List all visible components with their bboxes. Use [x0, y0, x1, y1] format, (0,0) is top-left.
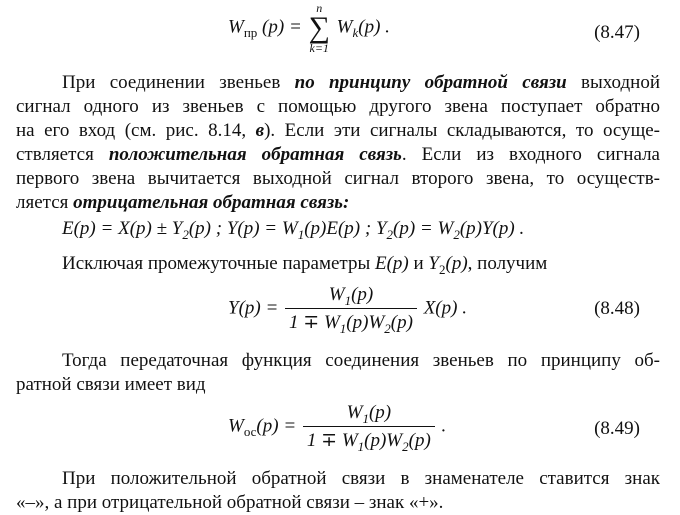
eq-text: (p)Y(p) .: [459, 218, 525, 239]
text: , получим: [467, 253, 548, 274]
eq-text: (p): [408, 430, 431, 451]
eq-text: (p): [351, 284, 374, 305]
eq-text: (p)W: [346, 312, 385, 333]
fraction-denominator: [303, 427, 435, 452]
eq-text: (p) ; Y(p) = W: [188, 218, 298, 239]
paragraph-line: ратной связи имеет вид: [16, 374, 206, 395]
eq-text: (p)W: [364, 430, 403, 451]
text: и: [408, 253, 429, 274]
paragraph-line: [62, 72, 660, 94]
eq-subscript: пр: [243, 25, 258, 41]
eq-text: Y: [428, 253, 439, 274]
eq-text: X(p) .: [423, 297, 467, 319]
paragraph-line: первого звена вычитается выходной сигнал второго звена, то осуществ-: [16, 168, 660, 189]
bold-italic-term: положительная обратная связь: [108, 144, 402, 165]
equation-number: (8.48): [594, 298, 640, 319]
eq-subscript: 1: [362, 411, 369, 426]
bold-italic-term: по принципу обратной связи: [294, 72, 567, 93]
text: ). Если эти сигналы складываются, то осуще-: [264, 120, 661, 141]
eq-text: (p): [390, 312, 413, 333]
eq-subscript: ос: [243, 424, 257, 440]
eq-text: .: [441, 415, 447, 437]
paragraph-line: [62, 253, 547, 275]
eq-text: 1 ∓ W: [289, 312, 340, 333]
paragraph-line: При положительной обратной связи в знаменателе ставится знак: [62, 468, 660, 489]
equation-number: (8.47): [594, 22, 640, 43]
equation-inline: [62, 218, 524, 240]
eq-text: Y(p) =: [228, 297, 279, 319]
eq-subscript: 2: [182, 227, 189, 242]
fraction: [285, 284, 417, 334]
paragraph-line: «–», а при отрицательной обратной связи – знак «+».: [16, 492, 444, 513]
fraction-numerator: [303, 402, 435, 427]
eq-subscript: 2: [384, 321, 391, 336]
eq-text: W: [346, 402, 363, 423]
eq-subscript: 2: [453, 227, 460, 242]
fraction-numerator: [285, 284, 417, 309]
eq-text: E(p): [374, 253, 409, 274]
paragraph-line: сигнал одного из звеньев с помощью другого звена поступает обратно: [16, 96, 660, 117]
eq-subscript: 1: [357, 439, 365, 454]
eq-text: (p) =: [262, 16, 302, 38]
eq-text: E(p) = X(p) ± Y: [62, 218, 183, 239]
eq-text: (p) = W: [393, 218, 454, 239]
text: При соединении звеньев: [62, 72, 295, 93]
eq-subscript: 1: [344, 293, 352, 308]
text: ствляется: [16, 144, 109, 165]
summation: [309, 2, 330, 54]
eq-text: (p): [445, 253, 468, 274]
paragraph-line: [16, 120, 660, 142]
fraction-denominator: [285, 309, 417, 334]
text: на его вход (см. рис. 8.14,: [16, 120, 256, 141]
equation-8-49: [228, 402, 446, 452]
eq-subscript: k: [352, 25, 359, 41]
eq-text: (p) =: [256, 415, 297, 437]
paragraph-line: [16, 144, 660, 166]
paragraph-line: Тогда передаточная функция соединения звеньев по принципу об-: [62, 350, 660, 371]
eq-symbol: W: [336, 16, 353, 38]
fraction: [303, 402, 435, 452]
sum-upper-limit: n: [316, 1, 323, 15]
text: . Если из входного сигнала: [401, 144, 660, 165]
eq-symbol: W: [228, 16, 244, 38]
text: ляется: [16, 192, 74, 213]
bold-italic-term: отрицательная обратная связь:: [73, 192, 350, 213]
eq-subscript: 1: [297, 227, 305, 242]
eq-subscript: 2: [386, 227, 394, 242]
equation-number: (8.49): [594, 418, 640, 439]
eq-text: (p) .: [358, 16, 390, 38]
equation-8-48: [228, 284, 467, 334]
eq-text: (p)E(p) ; Y: [304, 218, 387, 239]
text: выходной: [566, 72, 661, 93]
eq-subscript: 2: [402, 439, 409, 454]
eq-subscript: 2: [439, 262, 446, 277]
sum-symbol: ∑: [308, 11, 330, 44]
eq-symbol: W: [228, 415, 244, 437]
equation-8-47: [228, 2, 390, 54]
paragraph-line: [16, 192, 660, 214]
eq-subscript: 1: [339, 321, 347, 336]
eq-text: (p): [368, 402, 392, 423]
eq-text: W: [328, 284, 345, 305]
sum-lower-limit: k=1: [309, 41, 329, 55]
figure-ref: в: [255, 120, 265, 141]
text: Исключая промежуточные параметры: [62, 253, 375, 274]
eq-text: 1 ∓ W: [306, 430, 358, 451]
